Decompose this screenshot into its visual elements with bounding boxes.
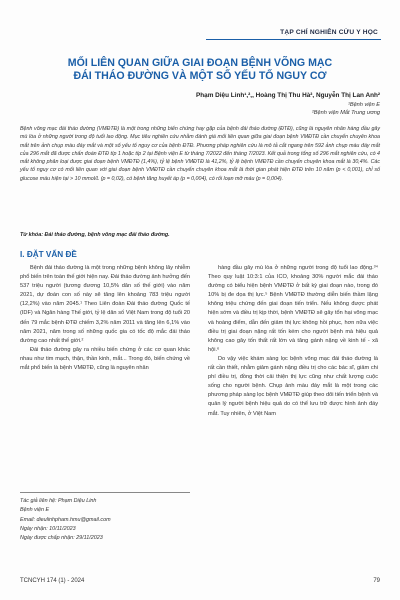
journal-name: TẠP CHÍ NGHIÊN CỨU Y HỌC — [280, 29, 378, 36]
correspondence-footnote — [20, 492, 190, 543]
abstract: Bệnh võng mạc đái tháo đường (VMĐTĐ) là một trong những biến chứng hay gặp của bệnh đái tháo đường (ĐTĐ), cũng là nguyên nhân hàng đầu gây mù lòa ở những người trong độ tuổi lao động. Mục tiêu nghiên cứu nhằm đánh giá mối liên quan giữa giai đoạn bệnh VMĐTĐ cần chuyển chuyên khoa mắt trên ảnh chụp màu đáy mắt và một số yếu tố nguy cơ của bệnh ĐTĐ. Phương pháp nghiên cứu là mô tả cắt ngang trên 592 ảnh chụp màu đáy mắt của 296 mắt đã được chẩn đoán ĐTĐ típ 1 hoặc típ 2 tại Bệnh viện E từ tháng 7/2022 đến tháng 7/2023. Kết quả trong tổng số 296 mắt nghiên cứu, có 4 mắt không phân loại được giai đoạn bệnh VMĐTĐ (1,4%), tỷ lệ bệnh VMĐTĐ là 41,2%, tỷ lệ bệnh VMĐTĐ cần chuyển chuyên khoa mắt là 30,4%. Các yếu tố nguy cơ có mối liên quan với giai đoạn bệnh VMĐTĐ cần chuyển chuyên khoa mắt là thời gian phát hiện ĐTĐ trên 10 năm (p < 0,001), chỉ số glucose máu hiện tại > 10 mmol/L (p = 0,02), có bệnh tăng huyết áp (p = 0,004), có rối loạn mỡ máu (p = 0,004). — [20, 126, 380, 182]
affiliation-1: ¹Bệnh viện E — [347, 102, 380, 108]
corresponding-email: Email: dieulinhpham.hmu@gmail.com — [20, 516, 111, 523]
author-list: Phạm Diệu Linh¹,²,, Hoàng Thị Thu Hà², Nguyễn Thị Lan Anh² — [195, 92, 380, 99]
paragraph: hàng đầu gây mù lòa ở những người trong độ tuổi lao động.³⁴ Theo quy luật 10:3:1 của ICO, khoảng 30% người mắc đái tháo đường có biểu hiện bệnh VMĐTĐ ở bất kỳ giai đoạn nào, trong đó 10% bị đe dọa thị lực.⁵ Bệnh VMĐTĐ thường diễn biến thầm lặng không triệu chứng đến giai đoạn tiến triển. Nếu không được phát hiện sớm và điều trị kịp thời, bệnh VMĐTĐ sẽ gây tổn hại võng mạc và hoàng điểm, dẫn đến giảm thị lực không hồi phục, hơn nữa việc điều trị giai đoạn nặng rất tốn kém cho người bệnh mà hiệu quả không cao gây tốn thất rất lớn và tăng gánh nặng về kinh tế - xã hội.⁶ — [208, 265, 378, 353]
received-date: Ngày nhận: 10/11/2023 — [20, 525, 76, 532]
page-footer — [20, 578, 380, 588]
corresponding-affiliation: Bệnh viện E — [20, 507, 50, 514]
body-column-left — [20, 264, 190, 470]
accepted-date: Ngày được chấp nhận: 29/11/2023 — [20, 535, 103, 542]
keywords: Từ khóa: Đái tháo đường, bệnh võng mạc đái tháo đường. — [20, 232, 170, 238]
page-number: 79 — [373, 578, 380, 584]
corresponding-author: Tác giả liên hệ: Phạm Diệu Linh — [20, 498, 97, 504]
paragraph: Do vậy việc khám sàng lọc bệnh võng mạc đái tháo đường là rất cần thiết, nhằm giảm gánh nặng điều trị cho các bác sĩ, giảm chi phí điều trị, đồng thời cải thiện thị lực cũng như chất lượng cuộc sống cho người bệnh. Chụp ảnh màu đáy mắt là một trong các phương pháp sàng lọc bệnh VMĐTĐ giúp theo dõi tiến triển bệnh và quản lý người bệnh hiệu quả do có thể lưu trữ được hình ảnh đáy mắt. Tuy nhiên, ở Việt Nam — [208, 355, 378, 417]
article-title-line-2: ĐÁI THÁO ĐƯỜNG VÀ MỘT SỐ YẾU TỐ NGUY CƠ — [73, 70, 327, 82]
paragraph: Đái tháo đường gây ra nhiều biến chứng ở các cơ quan khác nhau như tim mạch, thận, thần kinh, mắt... Trong đó, biến chứng về mắt phổ biến là bệnh VMĐTĐ, cũng là nguyên nhân — [20, 346, 190, 372]
article-title-line-1: MỐI LIÊN QUAN GIỮA GIAI ĐOẠN BỆNH VÕNG MẠC — [67, 57, 333, 69]
journal-issue: TCNCYH 174 (1) - 2024 — [20, 578, 85, 584]
affiliation-2: ²Bệnh viện Mắt Trung ương — [311, 110, 380, 116]
body-column-right — [208, 264, 378, 574]
section-heading: I. ĐẶT VẤN ĐỀ — [20, 250, 77, 259]
paragraph: Bệnh đái tháo đường là một trong những bệnh không lây nhiễm phổ biến trên toàn thế giới hiện nay. Đái tháo đường ảnh hưởng đến 537 triệu người (tương đương 10,5% dân số thế giới) vào năm 2021, dự đoán con số này sẽ tăng lên khoảng 783 triệu người (12,2%) vào năm 2045.¹ Theo Liên đoàn Đái tháo đường Quốc tế (IDF) và Ngân hàng Thế giới, tỷ lệ dân số Việt Nam trong độ tuổi 20 đến 79 mắc bệnh ĐTĐ chiếm 3,2% năm 2011 và tăng lên 6,1% vào năm 2021, năm trong số những quốc gia có tốc độ mắc đái tháo đường cao nhất thế giới.² — [20, 265, 190, 344]
